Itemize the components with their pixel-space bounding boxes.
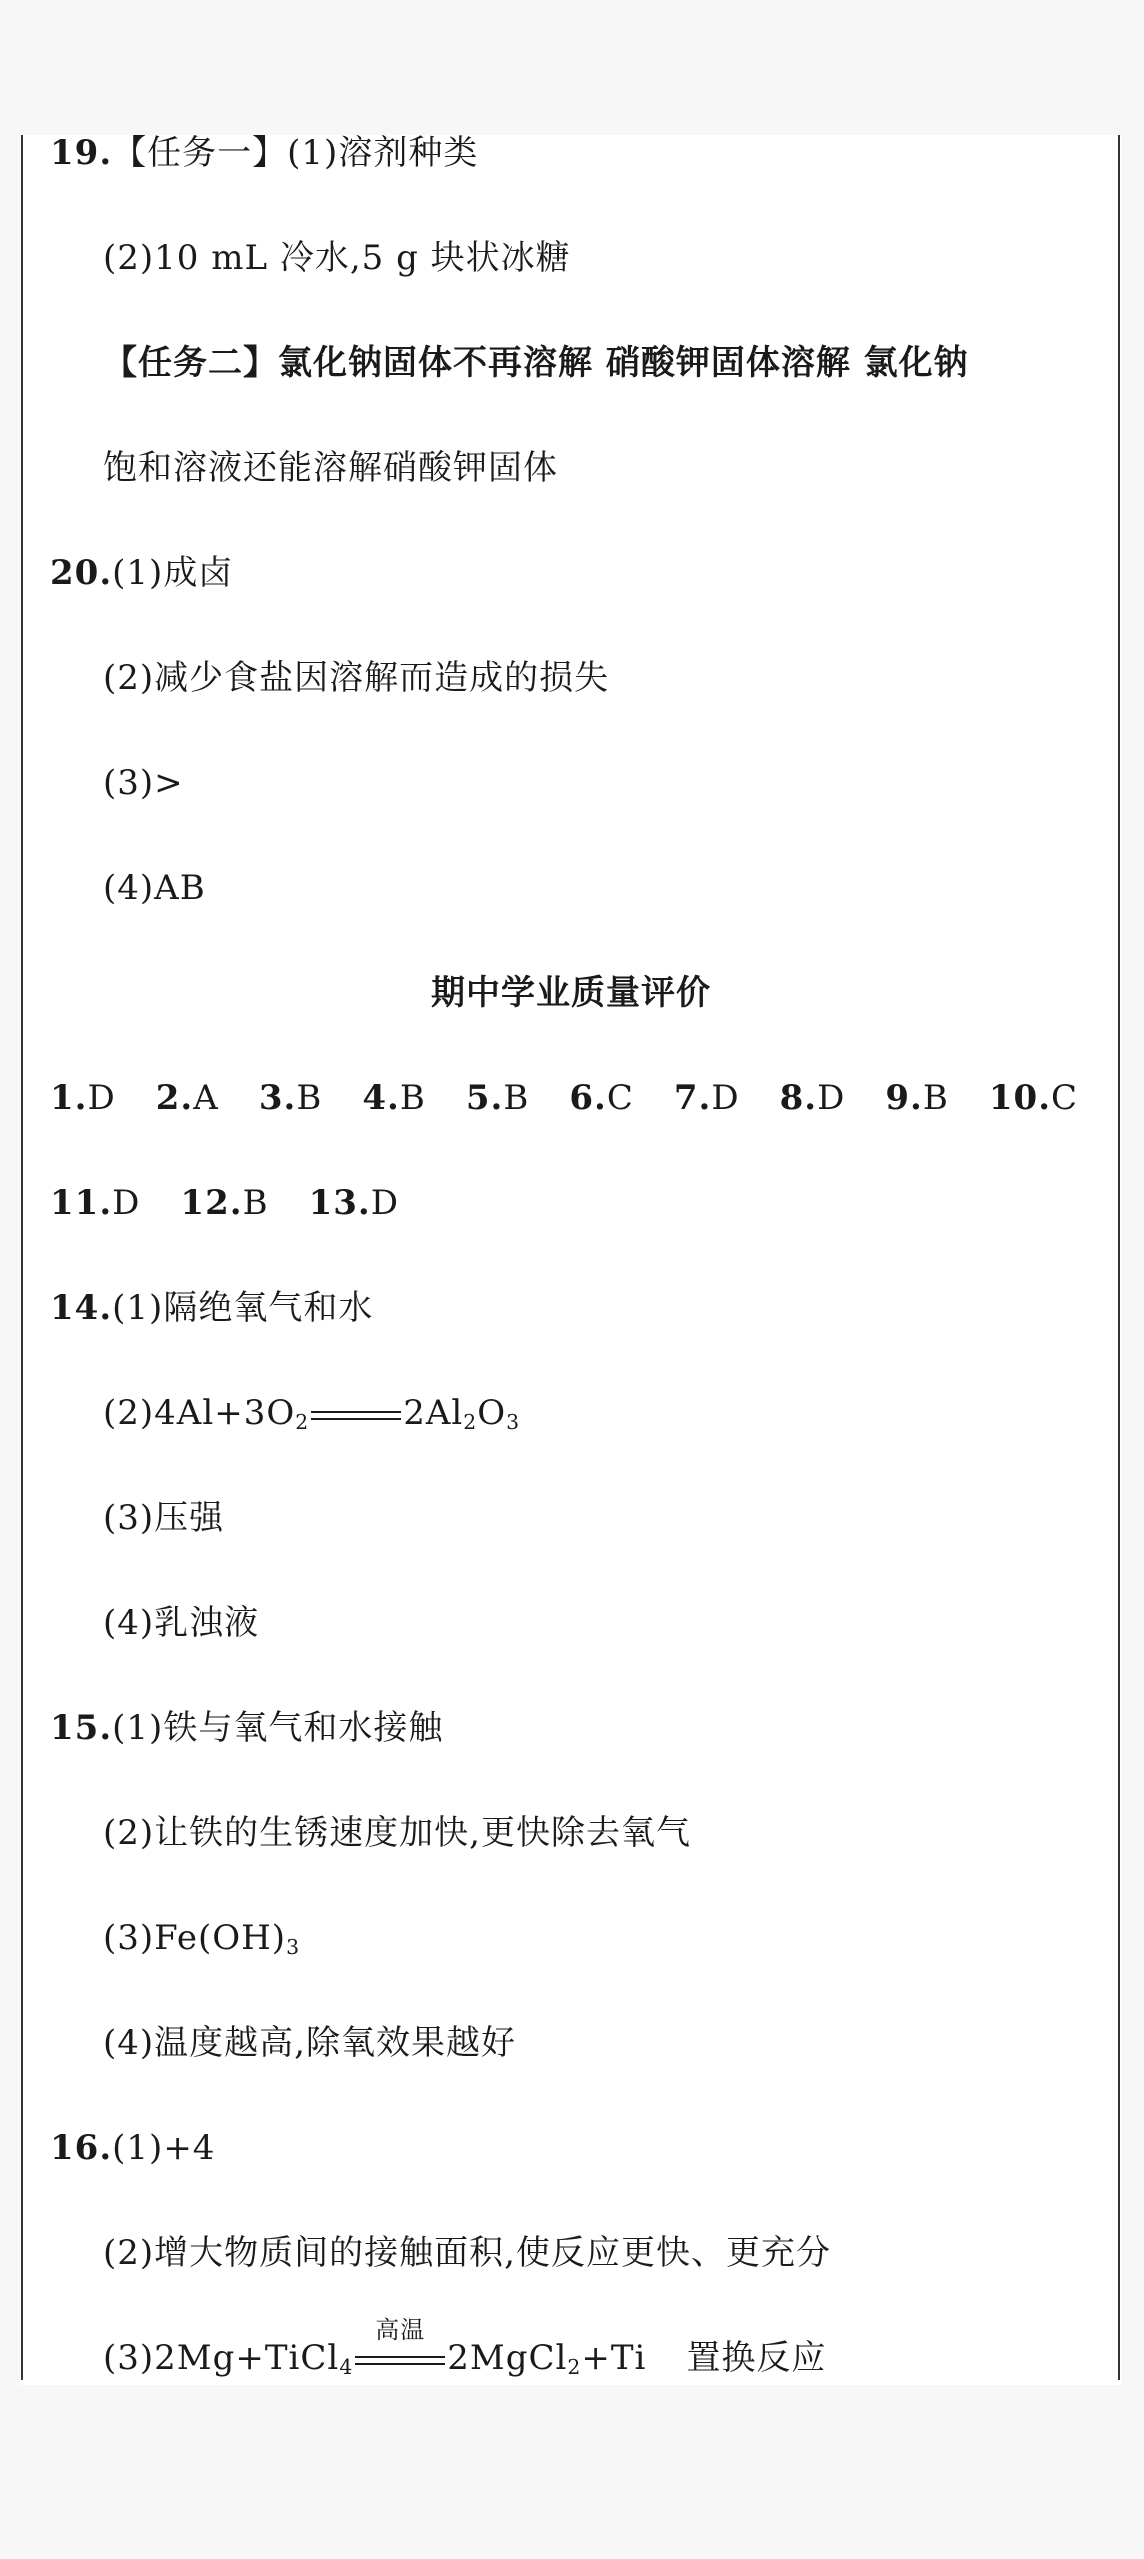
choice-number: 8. [779, 1078, 818, 1118]
q20-sub3: (3)> [103, 763, 184, 803]
choice-letter: B [296, 1078, 323, 1118]
q14-eq-oxygen: O [477, 1393, 507, 1433]
q15-sub2: (2)让铁的生锈速度加快,更快除去氧气 [103, 1813, 691, 1853]
choice-letter: A [193, 1078, 219, 1118]
q14-eq-sub: 3 [506, 1410, 521, 1435]
q20-number: 20. [50, 553, 113, 593]
q15-sub1: (1)铁与氧气和水接触 [112, 1708, 444, 1748]
choice-letter: D [87, 1078, 116, 1118]
q15-line1 [50, 1708, 443, 1748]
q15-sub4: (4)温度越高,除氧效果越好 [103, 2023, 516, 2063]
choice-answer [569, 1078, 634, 1118]
reaction-type: 置换反应 [686, 2338, 827, 2378]
q15-number: 15. [50, 1708, 113, 1748]
q16-eq-ti: +Ti [581, 2338, 647, 2378]
q16-eq-sub: 4 [339, 2355, 354, 2380]
choice-answer [156, 1078, 219, 1118]
choice-answer [309, 1183, 399, 1223]
q16-eq-product: 2MgCl [447, 2338, 568, 2378]
choice-answer [885, 1078, 949, 1118]
q16-eq-sub: 2 [567, 2355, 582, 2380]
choice-number: 2. [155, 1078, 194, 1118]
left-border [21, 135, 23, 2380]
choice-number: 7. [673, 1078, 712, 1118]
choice-letter: B [242, 1183, 269, 1223]
choice-letter: C [606, 1078, 634, 1118]
choice-answer [50, 1183, 140, 1223]
choice-letter: D [112, 1183, 141, 1223]
section-title: 期中学业质量评价 [431, 973, 711, 1013]
choice-answer [674, 1078, 740, 1118]
q20-sub4: (4)AB [103, 868, 206, 908]
q19-task2-cont: 饱和溶液还能溶解硝酸钾固体 [103, 448, 558, 488]
choice-answer [466, 1078, 530, 1118]
equals-sign [355, 2316, 445, 2370]
choice-answer [780, 1078, 846, 1118]
q20-line1 [50, 553, 233, 593]
choice-letter: C [1051, 1078, 1079, 1118]
q14-sub1: (1)隔绝氧气和水 [112, 1288, 374, 1328]
q14-number: 14. [50, 1288, 113, 1328]
choice-number: 1. [50, 1078, 88, 1118]
q16-number: 16. [50, 2128, 113, 2168]
choice-number: 3. [258, 1078, 297, 1118]
choice-answers-row2 [50, 1183, 439, 1223]
q14-eq-reactants: (2)4Al+3O [103, 1393, 296, 1433]
q15-formula: (3)Fe(OH) [103, 1918, 287, 1958]
choice-number: 10. [988, 1078, 1052, 1118]
choice-letter: D [370, 1183, 399, 1223]
q14-sub4: (4)乳浊液 [103, 1603, 260, 1643]
choice-number: 6. [569, 1078, 607, 1118]
right-border [1118, 135, 1120, 2380]
q14-eq-sub: 2 [463, 1410, 478, 1435]
choice-letter: D [817, 1078, 846, 1118]
q20-sub2: (2)减少食盐因溶解而造成的损失 [103, 658, 610, 698]
q16-sub3-equation [103, 2316, 827, 2387]
choice-letter: B [503, 1078, 530, 1118]
q15-formula-sub: 3 [286, 1935, 301, 1960]
q16-sub1: (1)+4 [112, 2128, 216, 2168]
equals-sign [311, 1405, 401, 1425]
q16-eq-reactants: (3)2Mg+TiCl [103, 2338, 340, 2378]
choice-number: 5. [465, 1078, 504, 1118]
choice-letter: D [711, 1078, 740, 1118]
q16-sub2: (2)增大物质间的接触面积,使反应更快、更充分 [103, 2233, 831, 2273]
q19-task1: 【任务一】(1)溶剂种类 [112, 133, 479, 173]
choice-answer [362, 1078, 426, 1118]
q16-line1 [50, 2128, 215, 2168]
q15-sub3 [103, 1918, 300, 1967]
choice-answer [259, 1078, 323, 1118]
choice-number: 4. [362, 1078, 400, 1118]
choice-letter: B [399, 1078, 426, 1118]
q19-line1 [50, 133, 478, 173]
choice-answer [180, 1183, 268, 1223]
q19-task2: 【任务二】氯化钠固体不再溶解 硝酸钾固体溶解 氯化钠 [103, 343, 969, 383]
choice-answer [50, 1078, 116, 1118]
choice-letter: B [922, 1078, 949, 1118]
q14-eq-product: 2Al [403, 1393, 464, 1433]
reaction-condition: 高温 [375, 2316, 426, 2344]
q14-sub2-equation [103, 1393, 520, 1442]
choice-number: 9. [885, 1078, 923, 1118]
q14-line1 [50, 1288, 373, 1328]
q19-number: 19. [50, 133, 113, 173]
choice-answer [989, 1078, 1078, 1118]
choice-number: 11. [50, 1183, 113, 1223]
q19-sub2: (2)10 mL 冷水,5 g 块状冰糖 [103, 238, 571, 278]
choice-answers-row1 [50, 1078, 1118, 1118]
choice-number: 12. [180, 1183, 243, 1223]
q20-sub1: (1)成卤 [112, 553, 234, 593]
q14-eq-sub: 2 [295, 1410, 310, 1435]
q14-sub3: (3)压强 [103, 1498, 225, 1538]
choice-number: 13. [308, 1183, 371, 1223]
